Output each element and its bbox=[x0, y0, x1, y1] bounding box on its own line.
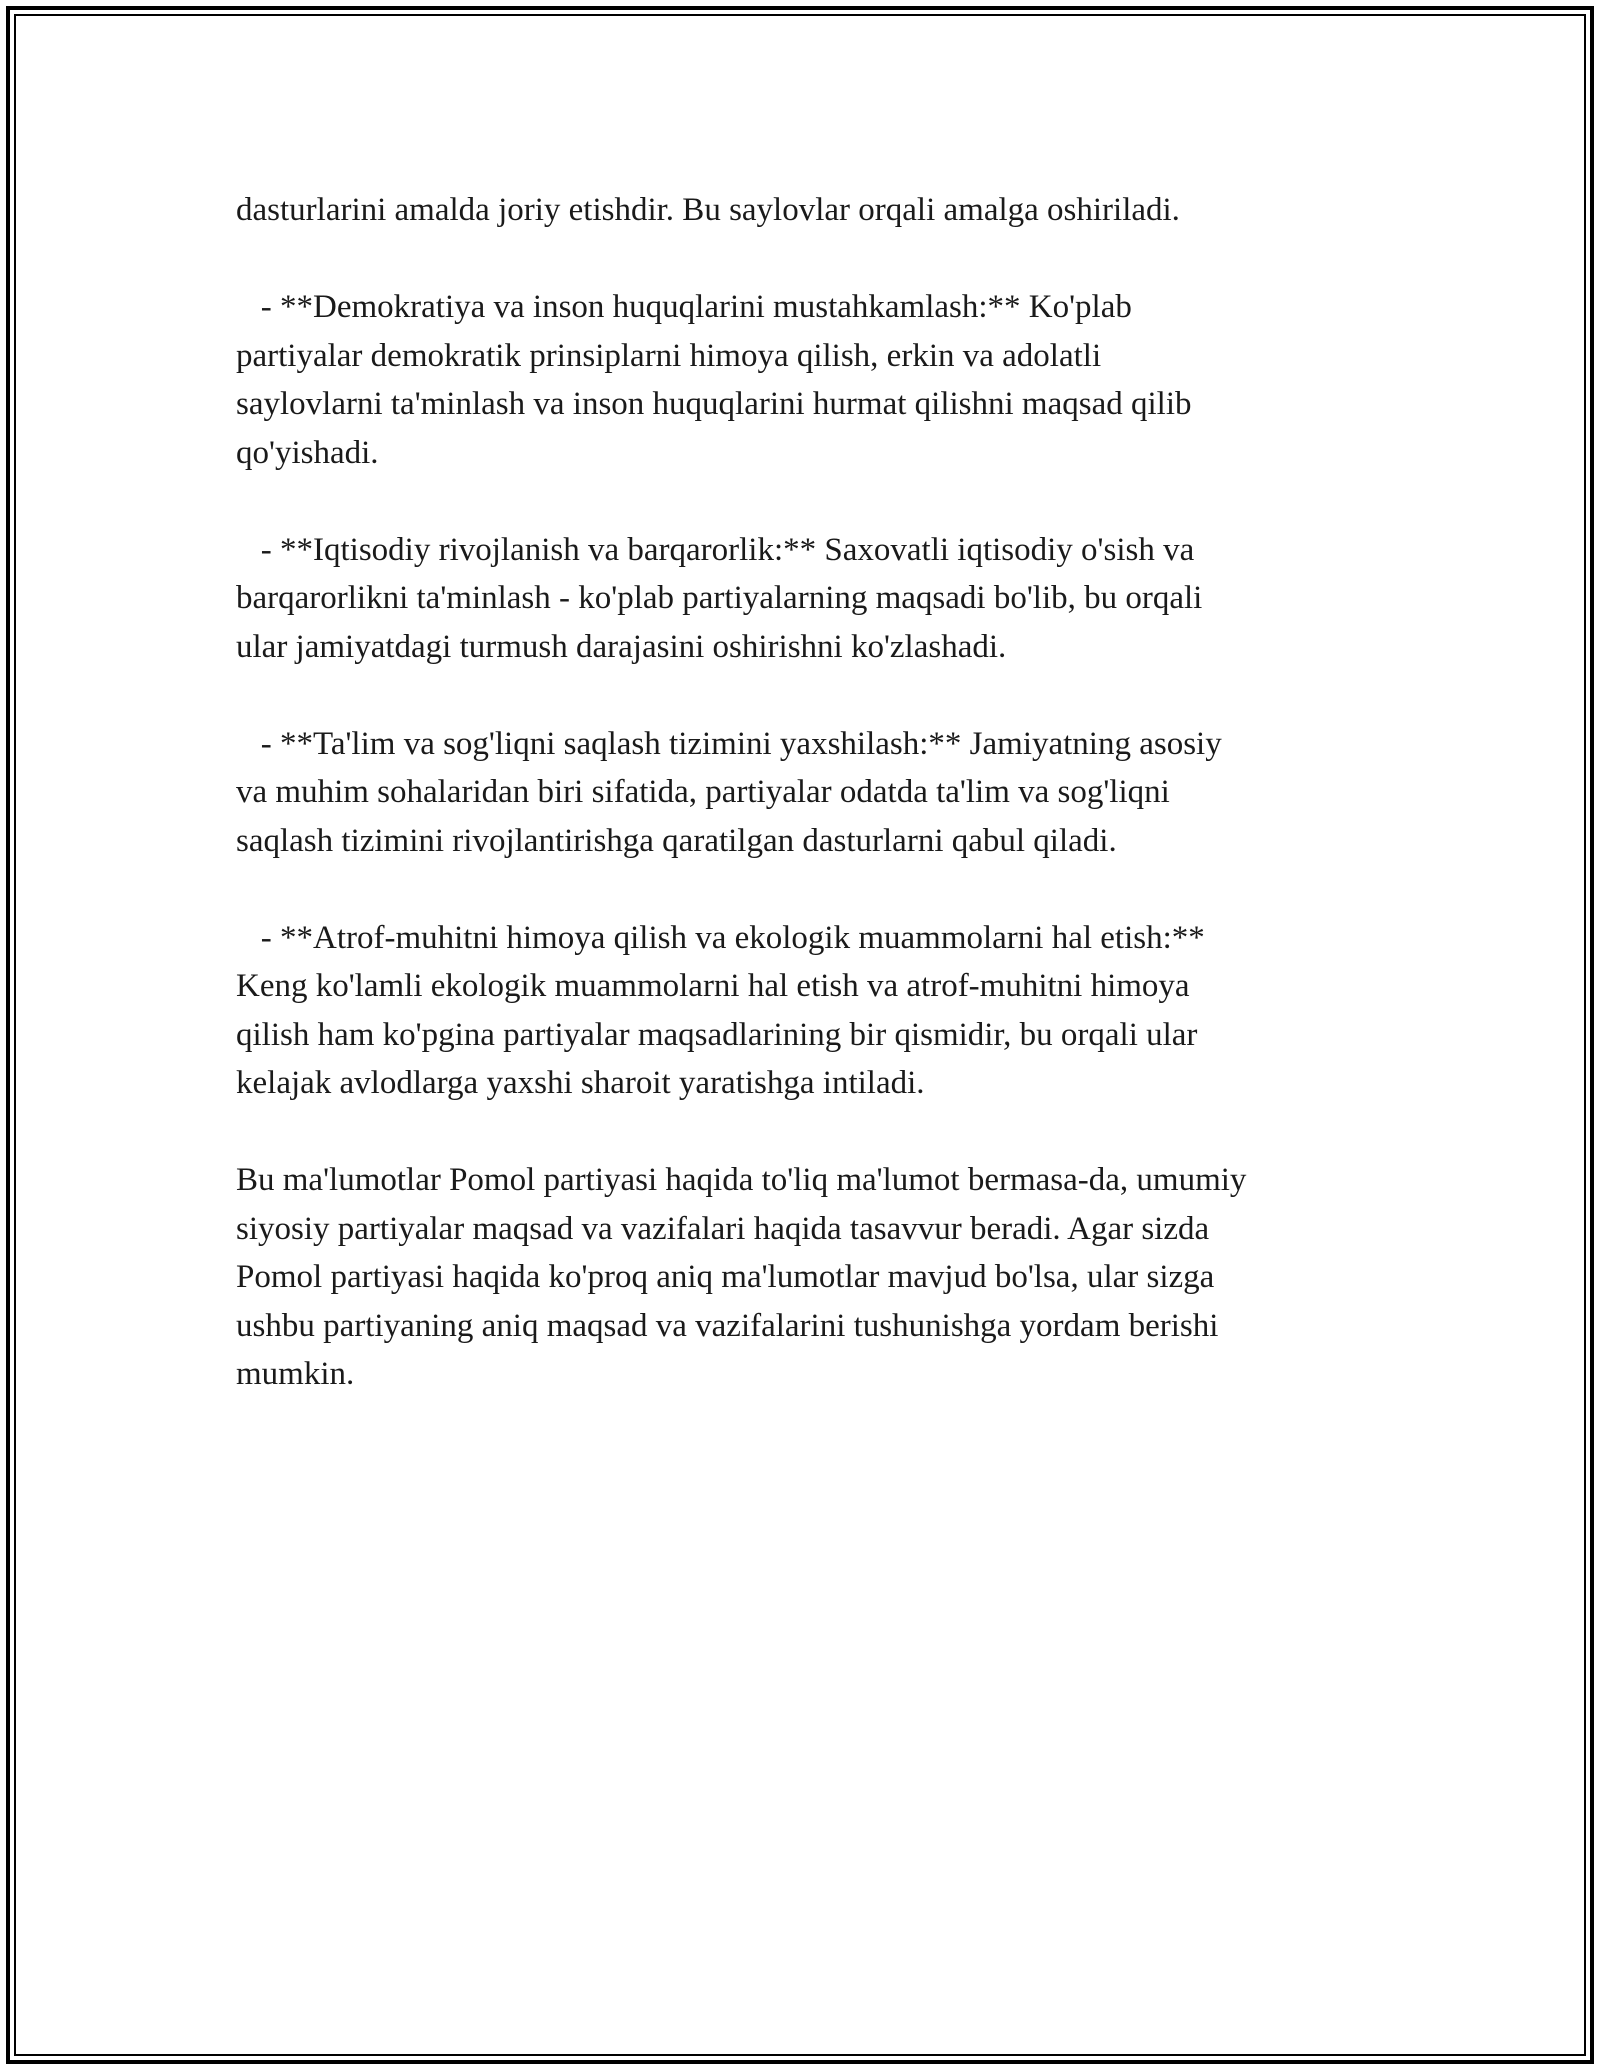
paragraph-intro-continuation: dasturlarini amalda joriy etishdir. Bu saylovlar orqali amalga oshiriladi. bbox=[236, 192, 1180, 228]
paragraph-conclusion: Bu ma'lumotlar Pomol partiyasi haqida to'liq ma'lumot bermasa-da, umumiy siyosiy partiyalar maqsad va vazifalari haqida tasavvur beradi. Agar sizda Pomol partiyasi haqida ko'proq aniq ma'lumotlar mavjud bo'lsa, ular sizga ushbu partiyaning aniq maqsad va vazifalarini tushunishga yordam berishi mumkin. bbox=[236, 1162, 1247, 1392]
list-item-economy: - **Iqtisodiy rivojlanish va barqarorlik:** Saxovatli iqtisodiy o'sish va barqarorlikni ta'minlash - ko'plab partiyalarning maqsadi bo'lib, bu orqali ular jamiyatdagi turmush darajasini oshirishni ko'zlashadi. bbox=[236, 531, 1203, 665]
list-item-democracy: - **Demokratiya va inson huquqlarini mustahkamlash:** Ko'plab partiyalar demokratik prinsiplarni himoya qilish, erkin va adolatli saylovlarni ta'minlash va inson huquqlarini hurmat qilishni maqsad qilib qo'yishadi. bbox=[236, 289, 1192, 471]
document-body bbox=[236, 186, 1396, 1399]
list-item-environment: - **Atrof-muhitni himoya qilish va ekologik muammolarni hal etish:** Keng ko'lamli ekologik muammolarni hal etish va atrof-muhitni himoya qilish ham ko'pgina partiyalar maqsadlarining bir qismidir, bu orqali ular kelajak avlodlarga yaxshi sharoit yaratishga intiladi. bbox=[236, 919, 1205, 1101]
list-item-education-health: - **Ta'lim va sog'liqni saqlash tizimini yaxshilash:** Jamiyatning asosiy va muhim sohalaridan biri sifatida, partiyalar odatda ta'lim va sog'liqni saqlash tizimini rivojlantirishga qaratilgan dasturlarni qabul qiladi. bbox=[236, 725, 1222, 859]
